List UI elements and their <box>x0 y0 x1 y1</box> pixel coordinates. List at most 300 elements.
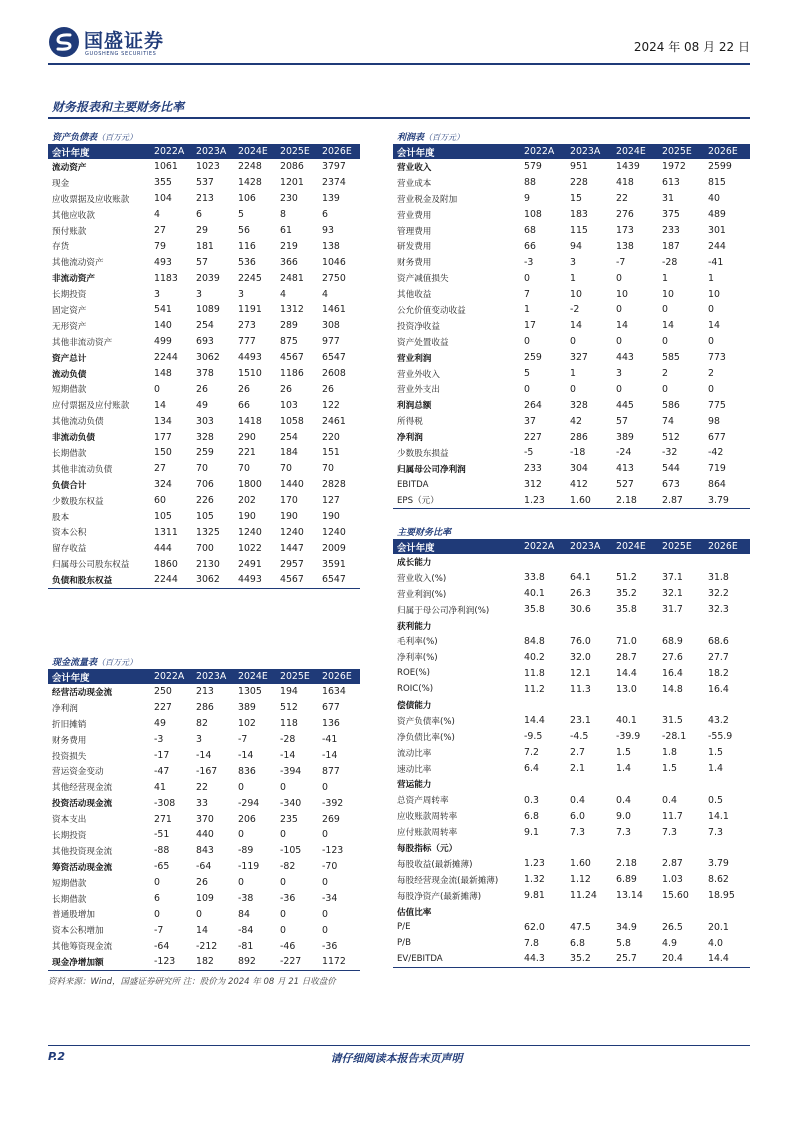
row-label: 速动比率 <box>397 764 432 775</box>
cell-value: 0 <box>280 908 286 920</box>
income-statement-unit: （百万元） <box>424 133 465 142</box>
cell-value: 440 <box>196 829 214 841</box>
cell-value: 892 <box>234 954 276 970</box>
cell-value: -82 <box>280 861 296 873</box>
row-label: 留存收益 <box>52 544 87 555</box>
cell-value: 0 <box>154 383 160 395</box>
cell-value: 233 <box>662 225 680 236</box>
cell-value: 170 <box>280 495 298 507</box>
cell-value: -123 <box>322 845 344 857</box>
table-header-row <box>48 669 360 684</box>
cell-value: 14.4 <box>616 667 637 679</box>
cell-value: 94 <box>570 240 582 252</box>
cell-value: 0.4 <box>662 794 677 806</box>
cell-value: 35.8 <box>616 604 637 616</box>
cell-value: -119 <box>238 861 260 873</box>
cell-value <box>612 618 658 634</box>
cell-value: -14 <box>196 750 212 761</box>
cell-value: 0.4 <box>570 794 585 806</box>
cell-value: 102 <box>238 718 256 730</box>
cell-value: 4.9 <box>662 937 677 949</box>
cell-value: 1800 <box>238 479 262 491</box>
row-label: 成长能力 <box>397 557 432 568</box>
cell-value: 0 <box>322 829 328 841</box>
cell-value: 9.1 <box>524 826 539 838</box>
cell-value: 14.4 <box>704 951 750 967</box>
cell-value: 31.5 <box>662 715 683 727</box>
cell-value: 13.0 <box>616 683 637 695</box>
cell-value: 0 <box>322 908 328 920</box>
cell-value: 327 <box>570 352 588 364</box>
row-label: 总资产周转率 <box>397 796 449 807</box>
cell-value: 35.8 <box>524 604 545 616</box>
cell-value: 49 <box>154 718 166 730</box>
cell-value: 51.2 <box>616 572 637 584</box>
row-label: 应付账款周转率 <box>397 828 458 839</box>
cell-value: 9 <box>524 193 530 205</box>
row-label: 净负债比率(%) <box>397 732 455 743</box>
cell-value: 70 <box>196 463 208 475</box>
row-label: 其他流动资产 <box>52 258 104 269</box>
cell-value: 2750 <box>322 272 346 284</box>
cell-value: 27.7 <box>708 651 729 663</box>
ratios-title: 主要财务比率 <box>397 528 452 538</box>
page-header <box>48 24 750 64</box>
cell-value: 104 <box>154 193 172 205</box>
cell-value: 3.79 <box>704 493 750 509</box>
cell-value: 259 <box>196 447 214 459</box>
cell-value: 227 <box>524 431 542 443</box>
cell-value: 23.1 <box>570 715 591 727</box>
table-row <box>48 811 360 827</box>
cell-value: 1.5 <box>662 763 677 775</box>
cell-value: 183 <box>570 209 588 221</box>
cell-value: 541 <box>154 304 172 316</box>
cell-value: 269 <box>322 813 340 825</box>
cell-value <box>658 554 704 570</box>
table-row <box>393 270 750 286</box>
table-row <box>48 254 360 270</box>
row-label: 资产减值损失 <box>397 274 449 285</box>
cell-value: 40 <box>708 193 720 205</box>
cell-value <box>520 554 566 570</box>
cell-value: 0 <box>708 336 714 348</box>
cell-value: -14 <box>280 750 296 761</box>
cell-value: 140 <box>154 320 172 332</box>
row-label: 营业外收入 <box>397 369 440 380</box>
row-label: 应收账款周转率 <box>397 812 458 823</box>
table-row <box>48 302 360 318</box>
cell-value: 259 <box>524 352 542 364</box>
table-row <box>393 729 750 745</box>
cell-value: 60 <box>154 495 166 507</box>
cell-value: 7.3 <box>616 826 631 838</box>
cell-value: 290 <box>238 431 256 443</box>
ratios-table <box>393 539 750 968</box>
cell-value: 150 <box>154 447 172 459</box>
cell-value: 14 <box>570 320 582 332</box>
cell-value: 40.2 <box>524 651 545 663</box>
cell-value: 5 <box>238 209 244 221</box>
cell-value: 7.3 <box>708 826 723 838</box>
column-header-year: 2023A <box>566 539 612 554</box>
table-header-row <box>393 539 750 554</box>
table-row <box>48 572 360 588</box>
cell-value: 1.4 <box>616 763 631 775</box>
cell-value: 773 <box>708 352 726 364</box>
row-label: 资本公积增加 <box>52 926 104 937</box>
cell-value: 15 <box>570 193 582 205</box>
cell-value: 6547 <box>322 352 346 364</box>
table-row <box>393 318 750 334</box>
row-label: 长期借款 <box>52 448 87 459</box>
row-label: 每股指标（元） <box>397 843 458 854</box>
section-title: 财务报表和主要财务比率 <box>52 100 185 114</box>
cell-value: 37 <box>524 415 536 427</box>
cell-value: 324 <box>154 479 172 491</box>
cell-value: 6.8 <box>524 810 539 822</box>
table-row <box>393 223 750 239</box>
cell-value: 17 <box>524 320 536 332</box>
cell-value <box>566 904 612 920</box>
cell-value: 9.0 <box>616 810 631 822</box>
cell-value <box>658 697 704 713</box>
balance-sheet-title <box>52 130 137 143</box>
cell-value: 18.95 <box>708 890 735 902</box>
cell-value: 0 <box>708 383 714 395</box>
cell-value: -28 <box>662 256 678 268</box>
cell-value: 14.8 <box>662 683 683 695</box>
cell-value: 1058 <box>280 415 304 427</box>
cell-value <box>658 904 704 920</box>
cell-value: -70 <box>322 861 338 873</box>
row-label: 非流动资产 <box>52 274 95 285</box>
cell-value: 378 <box>196 368 214 380</box>
row-label: P/B <box>397 938 411 949</box>
cell-value: 13.14 <box>616 890 643 902</box>
cell-value: 4 <box>280 288 286 300</box>
cell-value: 276 <box>616 209 634 221</box>
cell-value: 12.1 <box>570 667 591 679</box>
cell-value: 1 <box>524 304 530 316</box>
row-label: 每股收益(最新摊薄) <box>397 859 473 870</box>
cell-value: 26 <box>196 383 208 395</box>
table-row <box>393 713 750 729</box>
column-header-year: 2024E <box>612 144 658 159</box>
cell-value: -28 <box>280 734 296 746</box>
cell-value: 273 <box>238 320 256 332</box>
cell-value: 2.7 <box>570 747 585 759</box>
row-label: 其他非流动负债 <box>52 464 113 475</box>
cell-value: 1240 <box>280 526 304 538</box>
column-header-label: 会计年度 <box>48 144 150 159</box>
table-row <box>393 302 750 318</box>
cell-value: 445 <box>616 399 634 411</box>
cell-value: 1972 <box>662 161 686 173</box>
row-label: 投资净收益 <box>397 321 440 332</box>
cell-value: 138 <box>322 240 340 252</box>
cell-value: 1312 <box>280 304 304 316</box>
cell-value: -394 <box>280 765 302 777</box>
cell-value <box>704 697 750 713</box>
cell-value: 1 <box>708 272 714 284</box>
table-row <box>393 570 750 586</box>
table-row <box>393 586 750 602</box>
cell-value: 10 <box>570 288 582 300</box>
cell-value: 6.4 <box>524 763 539 775</box>
cell-value: 4493 <box>234 572 276 588</box>
table-row <box>393 792 750 808</box>
cell-value: 7.3 <box>570 826 585 838</box>
cell-value: 8 <box>280 209 286 221</box>
table-row <box>393 665 750 681</box>
cell-value: -392 <box>322 797 344 809</box>
cell-value: 6.8 <box>570 937 585 949</box>
row-label: EPS（元） <box>393 493 520 509</box>
cell-value: 26 <box>322 383 334 395</box>
cell-value: -14 <box>238 750 254 761</box>
table-row <box>48 795 360 811</box>
cell-value: 443 <box>616 352 634 364</box>
cell-value: 105 <box>196 511 214 523</box>
table-row <box>393 413 750 429</box>
table-row <box>48 191 360 207</box>
table-row <box>48 397 360 413</box>
table-row <box>393 681 750 697</box>
row-label: 所得税 <box>397 417 423 428</box>
cell-value: 37.1 <box>662 572 683 584</box>
row-label: 折旧摊销 <box>52 719 87 730</box>
row-label: 经营活动现金流 <box>52 687 113 698</box>
table-row <box>393 824 750 840</box>
cell-value: 0 <box>524 272 530 284</box>
table-row <box>393 919 750 935</box>
cell-value: 182 <box>192 954 234 970</box>
table-row <box>48 429 360 445</box>
table-row <box>48 684 360 700</box>
column-header-year: 2024E <box>234 144 276 159</box>
cell-value: 0 <box>280 829 286 841</box>
cell-value: 14 <box>616 320 628 332</box>
cell-value: 303 <box>196 415 214 427</box>
table-row <box>393 618 750 634</box>
cell-value: 1.8 <box>662 747 677 759</box>
cell-value: -36 <box>280 893 296 905</box>
cell-value: 213 <box>196 686 214 698</box>
cell-value: 14 <box>196 924 208 936</box>
cell-value: 115 <box>570 225 588 236</box>
cell-value: 27 <box>154 463 166 475</box>
cell-value: 0 <box>616 272 622 284</box>
table-row <box>48 286 360 302</box>
cell-value: 544 <box>662 463 680 475</box>
cell-value: -39.9 <box>616 731 641 743</box>
row-label: 负债合计 <box>52 480 87 491</box>
table-row <box>393 493 750 509</box>
cell-value: 32.1 <box>662 588 683 600</box>
cell-value <box>612 554 658 570</box>
cell-value: 289 <box>280 320 298 332</box>
cell-value: 877 <box>322 765 340 777</box>
cell-value: 1 <box>570 368 576 380</box>
table-row <box>48 779 360 795</box>
cell-value: 271 <box>154 813 172 825</box>
cell-value: 61 <box>280 225 292 236</box>
cell-value: 93 <box>322 225 334 236</box>
cell-value: 2828 <box>322 479 346 491</box>
cell-value: -294 <box>238 797 260 809</box>
cell-value: 0 <box>322 781 328 793</box>
column-header-year: 2026E <box>318 669 360 684</box>
cell-value: 177 <box>154 431 172 443</box>
cell-value: 0 <box>280 924 286 936</box>
cell-value: 677 <box>322 702 340 714</box>
cell-value: 366 <box>280 256 298 268</box>
cell-value: 0 <box>280 877 286 889</box>
cell-value: 2 <box>708 368 714 380</box>
cell-value: 719 <box>708 463 726 475</box>
row-label: EBITDA <box>397 479 429 490</box>
cell-value <box>658 840 704 856</box>
row-label: 负债和股东权益 <box>48 572 150 588</box>
cell-value: 47.5 <box>570 921 591 933</box>
table-row <box>48 763 360 779</box>
cell-value: 98 <box>708 415 720 427</box>
cell-value <box>566 554 612 570</box>
cell-value: 527 <box>616 479 634 491</box>
cell-value: 109 <box>196 893 214 905</box>
column-header-year: 2022A <box>150 669 192 684</box>
cell-value: 33 <box>196 797 208 809</box>
row-label: 投资损失 <box>52 751 87 762</box>
row-label: 营业税金及附加 <box>397 194 458 205</box>
cell-value: 1.12 <box>570 874 591 886</box>
table-row <box>393 207 750 223</box>
cell-value: 244 <box>708 240 726 252</box>
cell-value: -55.9 <box>708 731 733 743</box>
cell-value: 4567 <box>280 352 304 364</box>
cell-value: 27.6 <box>662 651 683 663</box>
table-row <box>393 697 750 713</box>
cell-value: 9.81 <box>524 890 545 902</box>
cell-value: -89 <box>238 845 254 857</box>
cell-value: 0.5 <box>708 794 723 806</box>
cell-value: 3797 <box>322 161 346 173</box>
cell-value <box>520 618 566 634</box>
row-label: 每股经营现金流(最新摊薄) <box>397 875 499 886</box>
cell-value: 537 <box>196 177 214 189</box>
header-divider <box>48 63 750 65</box>
cell-value: 1.23 <box>524 858 545 870</box>
cell-value: 2.87 <box>658 493 704 509</box>
cell-value: 1634 <box>322 686 346 698</box>
cell-value: 41 <box>154 781 166 793</box>
row-label: 归属母公司净利润 <box>397 464 466 475</box>
cell-value: -7 <box>238 734 248 746</box>
cell-value <box>704 904 750 920</box>
cell-value: 40.1 <box>616 715 637 727</box>
cell-value: -5 <box>524 447 534 459</box>
report-date: 2024 年 08 月 22 日 <box>633 40 750 54</box>
cell-value: 254 <box>280 431 298 443</box>
cell-value: 0 <box>616 304 622 316</box>
row-label: 股本 <box>52 512 70 523</box>
section-divider <box>48 117 750 119</box>
cell-value: 33.8 <box>524 572 545 584</box>
row-label: 营业利润 <box>397 353 432 364</box>
cell-value: 230 <box>280 193 298 205</box>
cell-value: 1440 <box>280 479 304 491</box>
cell-value: -167 <box>196 765 218 777</box>
row-label: ROE(%) <box>397 668 431 679</box>
table-row <box>393 445 750 461</box>
row-label: P/E <box>397 922 411 933</box>
cell-value: 0 <box>238 781 244 793</box>
cell-value: 1089 <box>196 304 220 316</box>
cell-value: 20.4 <box>658 951 704 967</box>
row-label: 研发费用 <box>397 242 432 253</box>
table-row <box>48 556 360 572</box>
cell-value: 228 <box>570 177 588 189</box>
row-label: 资产总计 <box>52 353 87 364</box>
cell-value: 40.1 <box>524 588 545 600</box>
row-label: 长期投资 <box>52 290 87 301</box>
cell-value: 586 <box>662 399 680 411</box>
cell-value: 22 <box>196 781 208 793</box>
cell-value: 2.18 <box>616 858 637 870</box>
cell-value: 226 <box>196 495 214 507</box>
cell-value: 1061 <box>154 161 178 173</box>
cell-value: 35.2 <box>616 588 637 600</box>
table-row <box>48 223 360 239</box>
cell-value: 49 <box>196 399 208 411</box>
row-label: 固定资产 <box>52 305 87 316</box>
row-label: 其他经营现金流 <box>52 783 113 794</box>
cell-value: 0 <box>280 781 286 793</box>
table-row <box>393 808 750 824</box>
column-header-year: 2022A <box>520 539 566 554</box>
cell-value <box>566 697 612 713</box>
column-header-year: 2022A <box>520 144 566 159</box>
cell-value: 220 <box>322 431 340 443</box>
row-label: 投资活动现金流 <box>52 799 113 810</box>
cell-value: 2248 <box>238 161 262 173</box>
balance-sheet-unit: （百万元） <box>97 133 138 142</box>
cell-value: 190 <box>322 511 340 523</box>
table-row <box>393 159 750 175</box>
footer-disclaimer: 请仔细阅读本报告末页声明 <box>330 1052 463 1065</box>
table-row <box>48 827 360 843</box>
row-label: 现金 <box>52 178 70 189</box>
cell-value: 301 <box>708 225 726 236</box>
cell-value: 951 <box>570 161 588 173</box>
table-row <box>393 429 750 445</box>
cell-value: 1191 <box>238 304 262 316</box>
cell-value: 1 <box>662 272 668 284</box>
table-row <box>393 904 750 920</box>
cell-value: -3 <box>524 256 534 268</box>
cell-value: 11.7 <box>662 810 683 822</box>
income-statement-table <box>393 144 750 509</box>
cell-value: 3 <box>196 734 202 746</box>
cell-value: 0 <box>570 336 576 348</box>
cell-value: 30.6 <box>570 604 591 616</box>
footer-divider <box>48 1045 750 1046</box>
cell-value: -42 <box>708 447 724 459</box>
cell-value: 585 <box>662 352 680 364</box>
cell-value: 1023 <box>196 161 220 173</box>
cell-value: 105 <box>154 511 172 523</box>
